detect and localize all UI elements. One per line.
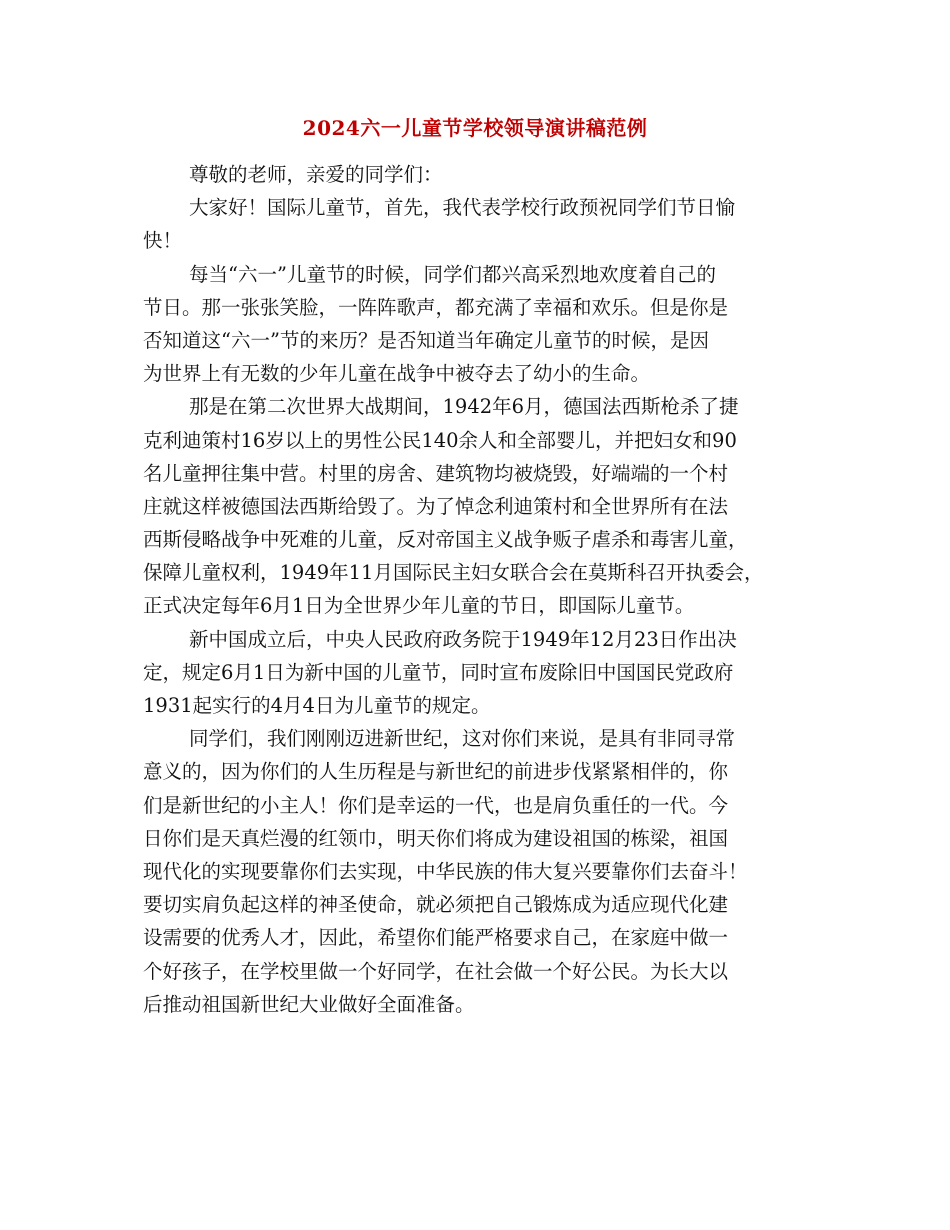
text-line: 日你们是天真烂漫的红领巾，明天你们将成为建设祖国的栋梁，祖国 xyxy=(143,826,729,850)
text-line: 个好孩子，在学校里做一个好同学，在社会做一个好公民。为长大以 xyxy=(143,959,729,983)
text-line: 设需要的优秀人才，因此，希望你们能严格要求自己，在家庭中做一 xyxy=(143,926,729,950)
text-line: 意义的，因为你们的人生历程是与新世纪的前进步伐紧紧相伴的，你 xyxy=(143,760,729,784)
text-line: 们是新世纪的小主人！你们是幸运的一代，也是肩负重任的一代。今 xyxy=(143,793,729,817)
text-line: 克利迪策村16岁以上的男性公民140余人和全部婴儿，并把妇女和90 xyxy=(143,428,737,452)
document-title: 2024六一儿童节学校领导演讲稿范例 xyxy=(302,116,648,140)
text-line: 同学们，我们刚刚迈进新世纪，这对你们来说，是具有非同寻常 xyxy=(189,727,736,751)
text-line: 每当“六一”儿童节的时候，同学们都兴高采烈地欢度着自己的 xyxy=(189,262,716,286)
text-line: 为世界上有无数的少年儿童在战争中被夺去了幼小的生命。 xyxy=(143,362,651,386)
text-line: 节日。那一张张笑脸，一阵阵歌声，都充满了幸福和欢乐。但是你是 xyxy=(143,295,729,319)
text-line: 定，规定6月1日为新中国的儿童节，同时宣布废除旧中国国民党政府 xyxy=(143,660,734,684)
text-line: 正式决定每年6月1日为全世界少年儿童的节日，即国际儿童节。 xyxy=(143,594,695,618)
text-line: 后推动祖国新世纪大业做好全面准备。 xyxy=(143,992,475,1016)
text-line: 否知道这“六一”节的来历？是否知道当年确定儿童节的时候，是因 xyxy=(143,328,709,352)
text-line: 新中国成立后，中央人民政府政务院于1949年12月23日作出决 xyxy=(189,627,737,651)
text-line: 大家好！国际儿童节，首先，我代表学校行政预祝同学们节日愉 xyxy=(189,196,736,220)
text-line: 名儿童押往集中营。村里的房舍、建筑物均被烧毁，好端端的一个村 xyxy=(143,461,729,485)
text-line: 1931起实行的4月4日为儿童节的规定。 xyxy=(143,694,491,717)
text-line: 西斯侵略战争中死难的儿童，反对帝国主义战争贩子虐杀和毒害儿童， xyxy=(143,528,748,552)
text-line: 现代化的实现要靠你们去实现，中华民族的伟大复兴要靠你们去奋斗！ xyxy=(143,859,748,883)
text-line: 尊敬的老师，亲爱的同学们： xyxy=(189,163,443,186)
text-line: 快！ xyxy=(143,229,183,253)
text-line: 那是在第二次世界大战期间，1942年6月，德国法西斯枪杀了捷 xyxy=(189,395,739,419)
document-body xyxy=(143,158,815,1021)
text-line: 庄就这样被德国法西斯给毁了。为了悼念利迪策村和全世界所有在法 xyxy=(143,494,729,518)
text-line: 要切实肩负起这样的神圣使命，就必须把自己锻炼成为适应现代化建 xyxy=(143,893,729,917)
text-line: 保障儿童权利，1949年11月国际民主妇女联合会在莫斯科召开执委会， xyxy=(143,561,764,585)
